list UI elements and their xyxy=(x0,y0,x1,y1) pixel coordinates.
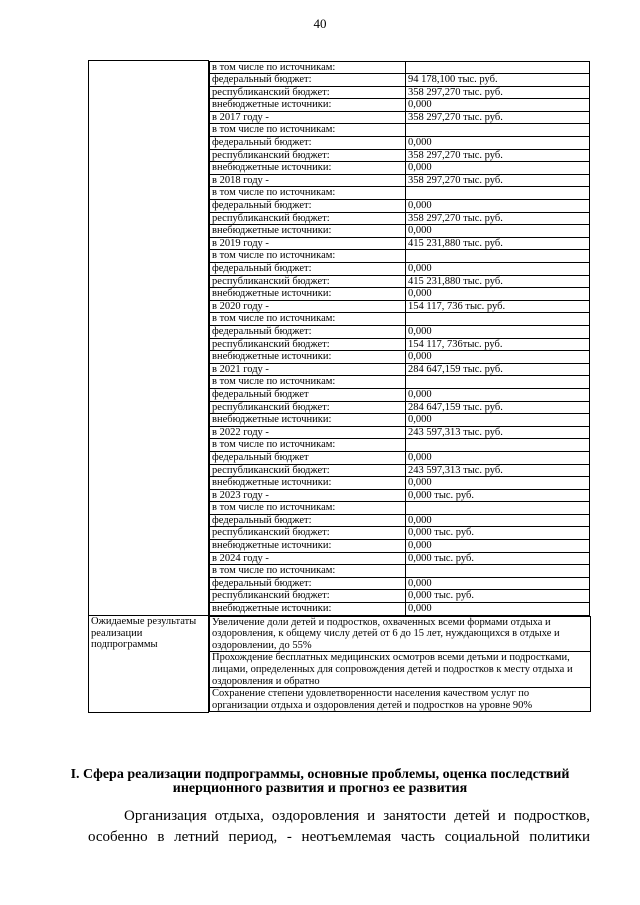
funding-row-label: в 2020 году - xyxy=(210,300,406,313)
funding-row-label: в том числе по источникам: xyxy=(210,439,406,452)
funding-row-value: 0,000 xyxy=(406,263,590,276)
funding-row-label: федеральный бюджет xyxy=(210,451,406,464)
funding-row-value: 0,000 xyxy=(406,477,590,490)
funding-row-label: республиканский бюджет: xyxy=(210,590,406,603)
funding-row-value xyxy=(406,313,590,326)
funding-row-value: 0,000 xyxy=(406,388,590,401)
funding-row-value xyxy=(406,439,590,452)
funding-row xyxy=(210,388,590,401)
funding-row-label: в 2022 году - xyxy=(210,426,406,439)
funding-row-value: 0,000 xyxy=(406,540,590,553)
funding-row-label: федеральный бюджет: xyxy=(210,137,406,150)
funding-row-value xyxy=(406,376,590,389)
funding-row xyxy=(210,603,590,616)
body-paragraph xyxy=(88,806,590,848)
funding-row-value: 0,000 тыс. руб. xyxy=(406,489,590,502)
funding-row-label: федеральный бюджет: xyxy=(210,577,406,590)
funding-row-value: 415 231,880 тыс. руб. xyxy=(406,237,590,250)
funding-row-value: 358 297,270 тыс. руб. xyxy=(406,212,590,225)
funding-row xyxy=(210,174,590,187)
funding-row-value: 0,000 xyxy=(406,288,590,301)
funding-row-label: в 2021 году - xyxy=(210,363,406,376)
expected-result-3: Сохранение степени удовлетворенности населения качеством услуг по организации отдыха и оздоровления детей и подростков на уровне 90% xyxy=(210,688,591,712)
funding-row xyxy=(210,124,590,137)
funding-row-value: 0,000 xyxy=(406,162,590,175)
section-heading: I. Сфера реализации подпрограммы, основные проблемы, оценка последствий инерционного развития и прогноз ее развития xyxy=(70,767,570,796)
funding-row-label: внебюджетные источники: xyxy=(210,162,406,175)
funding-row xyxy=(210,200,590,213)
funding-row-value: 284 647,159 тыс. руб. xyxy=(406,363,590,376)
funding-row xyxy=(210,300,590,313)
funding-row-label: внебюджетные источники: xyxy=(210,477,406,490)
funding-row xyxy=(210,288,590,301)
funding-row-label: в том числе по источникам: xyxy=(210,187,406,200)
funding-row-value: 0,000 xyxy=(406,351,590,364)
funding-row xyxy=(210,477,590,490)
funding-row-value: 0,000 xyxy=(406,325,590,338)
funding-row-label: республиканский бюджет: xyxy=(210,401,406,414)
funding-row-value: 0,000 тыс. руб. xyxy=(406,552,590,565)
funding-row-value xyxy=(406,250,590,263)
funding-row xyxy=(210,590,590,603)
funding-row xyxy=(210,74,590,87)
funding-row xyxy=(210,514,590,527)
funding-row-value xyxy=(406,565,590,578)
funding-row-label: в 2018 году - xyxy=(210,174,406,187)
funding-row-value: 0,000 тыс. руб. xyxy=(406,590,590,603)
funding-row-label: внебюджетные источники: xyxy=(210,99,406,112)
funding-row-value: 0,000 xyxy=(406,200,590,213)
funding-row-label: федеральный бюджет: xyxy=(210,74,406,87)
funding-row xyxy=(210,225,590,238)
funding-row-label: федеральный бюджет: xyxy=(210,263,406,276)
funding-row-value: 358 297,270 тыс. руб. xyxy=(406,149,590,162)
funding-row xyxy=(210,86,590,99)
funding-row-value: 0,000 xyxy=(406,603,590,616)
funding-row xyxy=(210,552,590,565)
funding-row xyxy=(210,540,590,553)
blank-label-cell xyxy=(89,61,209,616)
page-number: 40 xyxy=(313,16,327,31)
funding-row-label: в том числе по источникам: xyxy=(210,61,406,74)
funding-row-label: внебюджетные источники: xyxy=(210,540,406,553)
funding-row xyxy=(210,313,590,326)
funding-row xyxy=(210,439,590,452)
funding-row-label: федеральный бюджет: xyxy=(210,325,406,338)
funding-row xyxy=(210,275,590,288)
funding-row-value: 0,000 xyxy=(406,225,590,238)
funding-row-label: республиканский бюджет: xyxy=(210,338,406,351)
funding-row xyxy=(210,464,590,477)
funding-row xyxy=(210,527,590,540)
funding-row-value xyxy=(406,124,590,137)
funding-row-label: в 2023 году - xyxy=(210,489,406,502)
funding-row-value: 0,000 xyxy=(406,99,590,112)
funding-row xyxy=(210,351,590,364)
funding-row-value xyxy=(406,502,590,515)
funding-row-value: 0,000 тыс. руб. xyxy=(406,527,590,540)
expected-result-2: Прохождение бесплатных медицинских осмотров всеми детьми и подростками, лицами, определенных для сопровождения детей и подростков к месту отдыха и оздоровления и обратно xyxy=(210,652,591,688)
funding-row xyxy=(210,577,590,590)
funding-row xyxy=(210,376,590,389)
funding-row xyxy=(210,325,590,338)
funding-row xyxy=(210,263,590,276)
funding-row-label: внебюджетные источники: xyxy=(210,288,406,301)
funding-row-value: 154 117, 736тыс. руб. xyxy=(406,338,590,351)
funding-row-label: в том числе по источникам: xyxy=(210,124,406,137)
funding-row xyxy=(210,137,590,150)
funding-row-label: в том числе по источникам: xyxy=(210,565,406,578)
funding-row xyxy=(210,451,590,464)
funding-row xyxy=(210,338,590,351)
funding-row-label: в том числе по источникам: xyxy=(210,376,406,389)
funding-row-value: 94 178,100 тыс. руб. xyxy=(406,74,590,87)
funding-row-label: республиканский бюджет: xyxy=(210,149,406,162)
funding-row-label: федеральный бюджет xyxy=(210,388,406,401)
funding-row-value xyxy=(406,187,590,200)
funding-breakdown xyxy=(209,61,590,616)
funding-row-value: 415 231,880 тыс. руб. xyxy=(406,275,590,288)
funding-row xyxy=(210,187,590,200)
funding-row-label: республиканский бюджет: xyxy=(210,527,406,540)
funding-row xyxy=(210,162,590,175)
funding-row-label: республиканский бюджет: xyxy=(210,464,406,477)
funding-row-value: 0,000 xyxy=(406,414,590,427)
expected-result-1: Увеличение доли детей и подростков, охваченных всеми формами отдыха и оздоровления, к общему числу детей от 6 до 15 лет, нуждающихся в отдыхе и оздоровлении, до 55% xyxy=(210,616,591,652)
funding-row-value: 358 297,270 тыс. руб. xyxy=(406,174,590,187)
funding-row-value: 284 647,159 тыс. руб. xyxy=(406,401,590,414)
funding-row xyxy=(210,237,590,250)
funding-row-value: 358 297,270 тыс. руб. xyxy=(406,86,590,99)
funding-row xyxy=(210,502,590,515)
funding-row-label: в 2019 году - xyxy=(210,237,406,250)
funding-row-label: федеральный бюджет: xyxy=(210,514,406,527)
funding-row-label: внебюджетные источники: xyxy=(210,225,406,238)
body-paragraph-text: Организация отдыха, оздоровления и занятости детей и подростков, особенно в летний период, - неотъемлемая часть социальной политики xyxy=(88,808,590,845)
funding-row-label: в 2024 году - xyxy=(210,552,406,565)
funding-row-label: внебюджетные источники: xyxy=(210,351,406,364)
funding-row-value: 243 597,313 тыс. руб. xyxy=(406,464,590,477)
funding-row xyxy=(210,489,590,502)
funding-row xyxy=(210,149,590,162)
funding-row-value: 0,000 xyxy=(406,577,590,590)
funding-row-value xyxy=(406,61,590,74)
funding-row-value: 243 597,313 тыс. руб. xyxy=(406,426,590,439)
funding-row xyxy=(210,111,590,124)
funding-row-label: в 2017 году - xyxy=(210,111,406,124)
funding-row xyxy=(210,99,590,112)
funding-row-value: 0,000 xyxy=(406,137,590,150)
funding-row-label: республиканский бюджет: xyxy=(210,275,406,288)
funding-row xyxy=(210,363,590,376)
funding-row-label: внебюджетные источники: xyxy=(210,414,406,427)
funding-row xyxy=(210,414,590,427)
funding-table xyxy=(88,60,591,713)
funding-row-label: республиканский бюджет: xyxy=(210,212,406,225)
results-label: Ожидаемые результаты реализации подпрограммы xyxy=(89,616,209,713)
funding-row-value: 358 297,270 тыс. руб. xyxy=(406,111,590,124)
funding-row-label: в том числе по источникам: xyxy=(210,313,406,326)
funding-row-label: внебюджетные источники: xyxy=(210,603,406,616)
funding-row xyxy=(210,61,590,74)
funding-row xyxy=(210,212,590,225)
funding-row-label: федеральный бюджет: xyxy=(210,200,406,213)
funding-row xyxy=(210,250,590,263)
funding-row xyxy=(210,401,590,414)
funding-row-value: 0,000 xyxy=(406,451,590,464)
funding-row-label: в том числе по источникам: xyxy=(210,502,406,515)
funding-row-label: в том числе по источникам: xyxy=(210,250,406,263)
funding-row xyxy=(210,565,590,578)
funding-row-label: республиканский бюджет: xyxy=(210,86,406,99)
funding-row-value: 154 117, 736 тыс. руб. xyxy=(406,300,590,313)
funding-row-value: 0,000 xyxy=(406,514,590,527)
funding-row xyxy=(210,426,590,439)
